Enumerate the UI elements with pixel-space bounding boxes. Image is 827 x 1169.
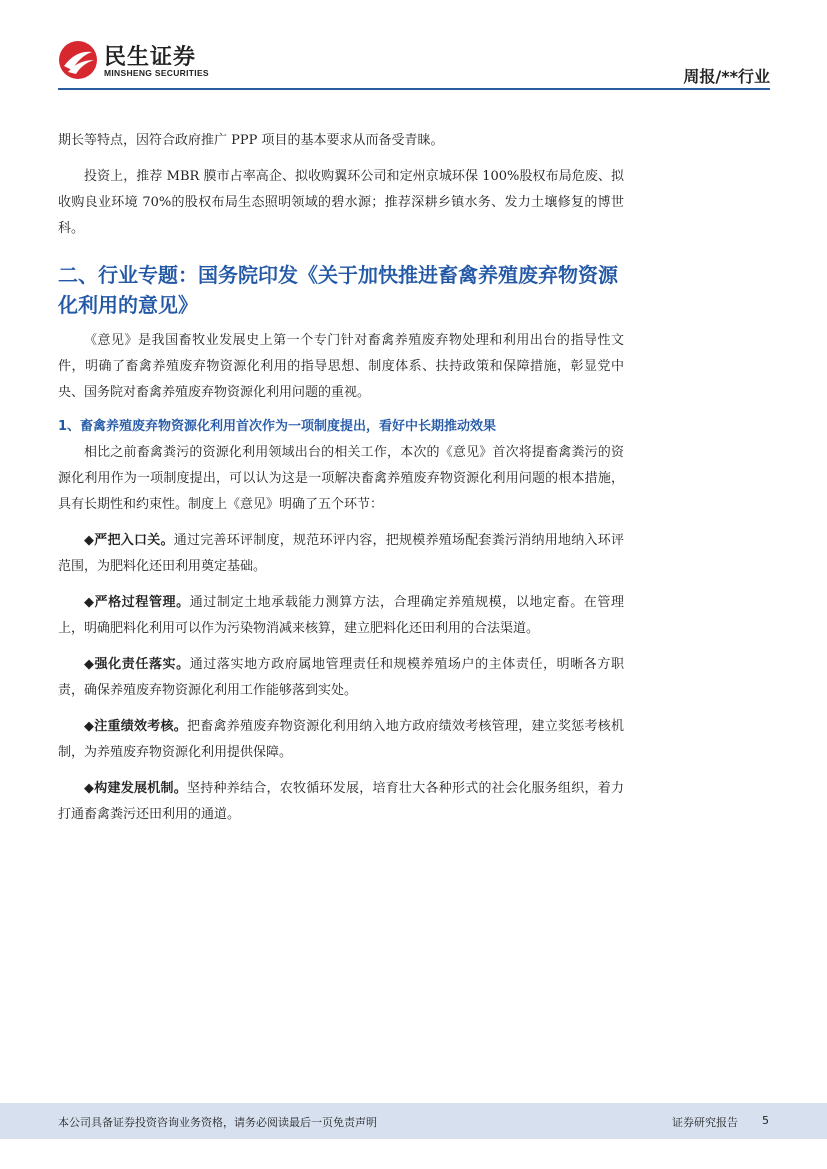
intro-paragraph-1: 期长等特点，因符合政府推广 PPP 项目的基本要求从而备受青睐。 [58, 133, 444, 148]
footer-report-label: 证券研究报告 [672, 1116, 738, 1129]
subsection-paragraph: 相比之前畜禽粪污的资源化利用领域出台的相关工作，本次的《意见》首次将提畜禽粪污的资源化利用作为一项制度提出，可以认为这是一项解决畜禽养殖废弃物资源化利用问题的根本措施，具有长期性和约束性。制度上《意见》明确了五个环节： [58, 445, 624, 512]
logo-text-cn: 民生证券 [104, 45, 197, 70]
main-content [58, 128, 624, 828]
list-item-body: 通过制定土地承载能力测算方法，合理确定养殖规模，以地定畜。在管理上，明确肥料化利用可以作为污染物消减来核算，建立肥料化还田利用的合法渠道。 [58, 595, 624, 636]
section-title: 二、行业专题：国务院印发《关于加快推进畜禽养殖废弃物资源化利用的意见》 [58, 263, 618, 317]
list-item-head: ◆注重绩效考核。 [84, 719, 187, 734]
list-item-body: 把畜禽养殖废弃物资源化利用纳入地方政府绩效考核管理，建立奖惩考核机制，为养殖废弃物资源化利用提供保障。 [58, 719, 624, 760]
page-header [58, 36, 770, 92]
page-footer [0, 1103, 827, 1139]
list-item-body: 通过落实地方政府属地管理责任和规模养殖场户的主体责任，明晰各方职责，确保养殖废弃物资源化利用工作能够落到实处。 [58, 657, 624, 698]
header-divider [58, 88, 770, 90]
logo-text-en: MINSHENG SECURITIES [104, 68, 209, 78]
list-item-body: 坚持种养结合，农牧循环发展，培育壮大各种形式的社会化服务组织，着力打通畜禽粪污还田利用的通道。 [58, 781, 624, 822]
list-item-head: ◆严把入口关。 [84, 533, 174, 548]
minsheng-logo-icon [58, 40, 98, 80]
intro-paragraph-2: 投资上，推荐 MBR 膜市占率高企、拟收购翼环公司和定州京城环保 100%股权布局危废、拟收购良业环境 70%的股权布局生态照明领域的碧水源；推荐深耕乡镇水务、发力土壤修复的博世科。 [58, 169, 624, 236]
list-item-head: ◆严格过程管理。 [84, 595, 190, 610]
list-item [58, 776, 624, 828]
list-item [58, 528, 624, 580]
section-paragraph: 《意见》是我国畜牧业发展史上第一个专门针对畜禽养殖废弃物处理和利用出台的指导性文件，明确了畜禽养殖废弃物资源化利用的指导思想、制度体系、扶持政策和保障措施，彰显党中央、国务院对畜禽养殖废弃物资源化利用问题的重视。 [58, 333, 624, 400]
subsection-title: 1、畜禽养殖废弃物资源化利用首次作为一项制度提出，看好中长期推动效果 [58, 419, 497, 434]
list-item [58, 590, 624, 642]
list-item [58, 652, 624, 704]
list-item-body: 通过完善环评制度，规范环评内容，把规模养殖场配套粪污消纳用地纳入环评范围，为肥料化还田利用奠定基础。 [58, 533, 624, 574]
footer-disclaimer: 本公司具备证券投资咨询业务资格，请务必阅读最后一页免责声明 [58, 1116, 377, 1129]
page-number: 5 [762, 1114, 769, 1127]
list-item [58, 714, 624, 766]
report-type: 周报/**行业 [683, 67, 770, 86]
list-item-head: ◆构建发展机制。 [84, 781, 187, 796]
list-item-head: ◆强化责任落实。 [84, 657, 190, 672]
